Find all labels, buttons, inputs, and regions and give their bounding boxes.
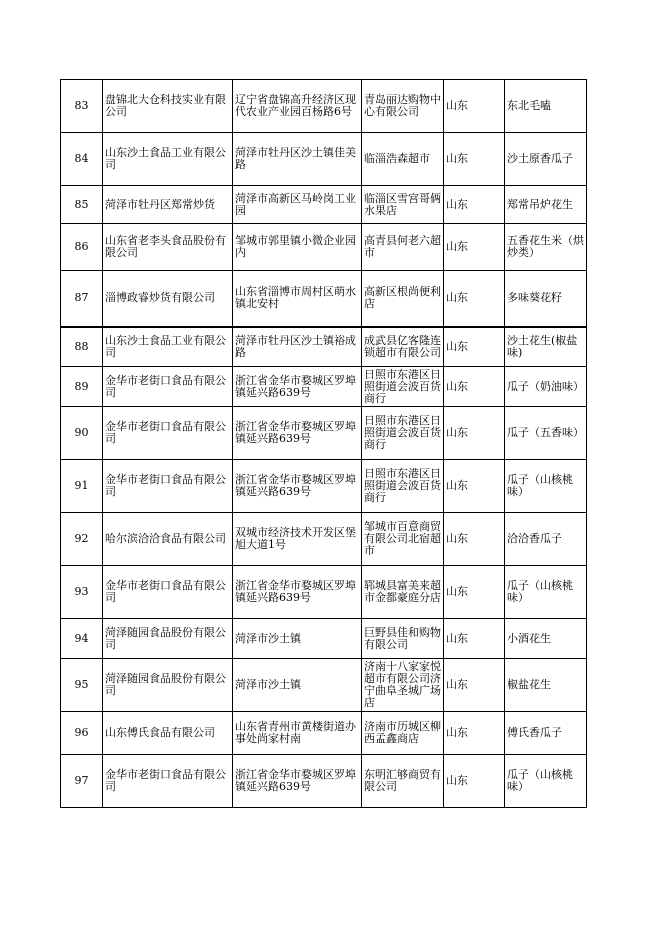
seller-name: 郓城县富美来超市金都豪庭分店 xyxy=(362,566,444,619)
product-name: 多味葵花籽 xyxy=(505,271,587,327)
producer-address: 浙江省金华市婺城区罗埠镇延兴路639号 xyxy=(233,367,362,407)
product-name: 郑常吊炉花生 xyxy=(505,186,587,224)
table-row xyxy=(61,186,587,224)
table-row xyxy=(61,619,587,659)
producer-name: 山东沙土食品工业有限公司 xyxy=(103,133,233,186)
producer-address: 双城市经济技术开发区堡旭大道1号 xyxy=(233,513,362,566)
product-name: 五香花生米（烘炒类） xyxy=(505,224,587,271)
seller-name: 临淄浩森超市 xyxy=(362,133,444,186)
producer-name: 金华市老街口食品有限公司 xyxy=(103,566,233,619)
row-number: 96 xyxy=(61,712,103,755)
producer-address: 邹城市郭里镇小微企业园内 xyxy=(233,224,362,271)
producer-name: 菏泽市牡丹区郑常炒货 xyxy=(103,186,233,224)
province: 山东 xyxy=(444,755,505,808)
producer-address: 辽宁省盘锦高升经济区现代农业产业园百杨路6号 xyxy=(233,80,362,133)
producer-name: 盘锦北大仓科技实业有限公司 xyxy=(103,80,233,133)
seller-name: 日照市东港区日照街道会波百货商行 xyxy=(362,407,444,460)
producer-address: 菏泽市牡丹区沙土镇佳美路 xyxy=(233,133,362,186)
table-body xyxy=(61,80,587,808)
seller-name: 高新区根尚便利店 xyxy=(362,271,444,327)
seller-name: 东明汇够商贸有限公司 xyxy=(362,755,444,808)
producer-address: 浙江省金华市婺城区罗埠镇延兴路639号 xyxy=(233,755,362,808)
table-row xyxy=(61,755,587,808)
row-number: 83 xyxy=(61,80,103,133)
row-number: 97 xyxy=(61,755,103,808)
producer-name: 金华市老街口食品有限公司 xyxy=(103,755,233,808)
row-number: 92 xyxy=(61,513,103,566)
seller-name: 济南十八家家悦超市有限公司济宁曲阜圣城广场店 xyxy=(362,659,444,712)
row-number: 89 xyxy=(61,367,103,407)
seller-name: 日照市东港区日照街道会波百货商行 xyxy=(362,460,444,513)
product-name: 沙土原香瓜子 xyxy=(505,133,587,186)
producer-name: 菏泽随园食品股份有限公司 xyxy=(103,619,233,659)
seller-name: 临淄区雪宫哥俩水果店 xyxy=(362,186,444,224)
table-row xyxy=(61,224,587,271)
province: 山东 xyxy=(444,659,505,712)
table-row xyxy=(61,80,587,133)
table-row xyxy=(61,513,587,566)
producer-name: 山东沙土食品工业有限公司 xyxy=(103,327,233,367)
product-name: 沙土花生(椒盐味) xyxy=(505,327,587,367)
table-row xyxy=(61,460,587,513)
row-number: 88 xyxy=(61,327,103,367)
product-name: 椒盐花生 xyxy=(505,659,587,712)
product-name: 东北毛嗑 xyxy=(505,80,587,133)
producer-name: 金华市老街口食品有限公司 xyxy=(103,407,233,460)
producer-address: 浙江省金华市婺城区罗埠镇延兴路639号 xyxy=(233,566,362,619)
producer-address: 菏泽市沙土镇 xyxy=(233,659,362,712)
row-number: 84 xyxy=(61,133,103,186)
product-name: 瓜子（山核桃味） xyxy=(505,566,587,619)
province: 山东 xyxy=(444,186,505,224)
province: 山东 xyxy=(444,271,505,327)
table-row xyxy=(61,407,587,460)
table-row xyxy=(61,566,587,619)
province: 山东 xyxy=(444,367,505,407)
seller-name: 高青县何老六超市 xyxy=(362,224,444,271)
province: 山东 xyxy=(444,133,505,186)
producer-name: 金华市老街口食品有限公司 xyxy=(103,367,233,407)
seller-name: 日照市东港区日照街道会波百货商行 xyxy=(362,367,444,407)
producer-address: 菏泽市牡丹区沙土镇裕成路 xyxy=(233,327,362,367)
seller-name: 成武县亿客隆连锁超市有限公司 xyxy=(362,327,444,367)
province: 山东 xyxy=(444,327,505,367)
producer-address: 菏泽市高新区马岭岗工业园 xyxy=(233,186,362,224)
row-number: 93 xyxy=(61,566,103,619)
producer-name: 金华市老街口食品有限公司 xyxy=(103,460,233,513)
province: 山东 xyxy=(444,712,505,755)
product-name: 瓜子（山核桃味） xyxy=(505,755,587,808)
seller-name: 巨野县佳和购物有限公司 xyxy=(362,619,444,659)
product-name: 瓜子（山核桃味） xyxy=(505,460,587,513)
table-row xyxy=(61,133,587,186)
producer-address: 浙江省金华市婺城区罗埠镇延兴路639号 xyxy=(233,407,362,460)
product-name: 傅氏香瓜子 xyxy=(505,712,587,755)
producer-address: 山东省淄博市周村区萌水镇北安村 xyxy=(233,271,362,327)
province: 山东 xyxy=(444,619,505,659)
product-name: 洽洽香瓜子 xyxy=(505,513,587,566)
producer-name: 山东傅氏食品有限公司 xyxy=(103,712,233,755)
producer-name: 菏泽随园食品股份有限公司 xyxy=(103,659,233,712)
seller-name: 青岛丽达购物中心有限公司 xyxy=(362,80,444,133)
table-row xyxy=(61,712,587,755)
table-row xyxy=(61,271,587,327)
province: 山东 xyxy=(444,513,505,566)
seller-name: 邹城市百意商贸有限公司北宿超市 xyxy=(362,513,444,566)
producer-name: 山东省老李头食品股份有限公司 xyxy=(103,224,233,271)
row-number: 85 xyxy=(61,186,103,224)
table-row xyxy=(61,327,587,367)
seller-name: 济南市历城区柳西孟鑫商店 xyxy=(362,712,444,755)
province: 山东 xyxy=(444,80,505,133)
producer-address: 山东省青州市黄楼街道办事处尚家村南 xyxy=(233,712,362,755)
province: 山东 xyxy=(444,407,505,460)
row-number: 86 xyxy=(61,224,103,271)
producer-address: 浙江省金华市婺城区罗埠镇延兴路639号 xyxy=(233,460,362,513)
producer-address: 菏泽市沙土镇 xyxy=(233,619,362,659)
row-number: 91 xyxy=(61,460,103,513)
product-name: 瓜子（五香味） xyxy=(505,407,587,460)
table-row xyxy=(61,367,587,407)
row-number: 95 xyxy=(61,659,103,712)
row-number: 90 xyxy=(61,407,103,460)
product-name: 瓜子（奶油味） xyxy=(505,367,587,407)
row-number: 94 xyxy=(61,619,103,659)
province: 山东 xyxy=(444,566,505,619)
table-row xyxy=(61,659,587,712)
province: 山东 xyxy=(444,224,505,271)
producer-name: 哈尔滨洽洽食品有限公司 xyxy=(103,513,233,566)
sampling-table xyxy=(60,79,587,808)
producer-name: 淄博政睿炒货有限公司 xyxy=(103,271,233,327)
product-name: 小酒花生 xyxy=(505,619,587,659)
province: 山东 xyxy=(444,460,505,513)
row-number: 87 xyxy=(61,271,103,327)
